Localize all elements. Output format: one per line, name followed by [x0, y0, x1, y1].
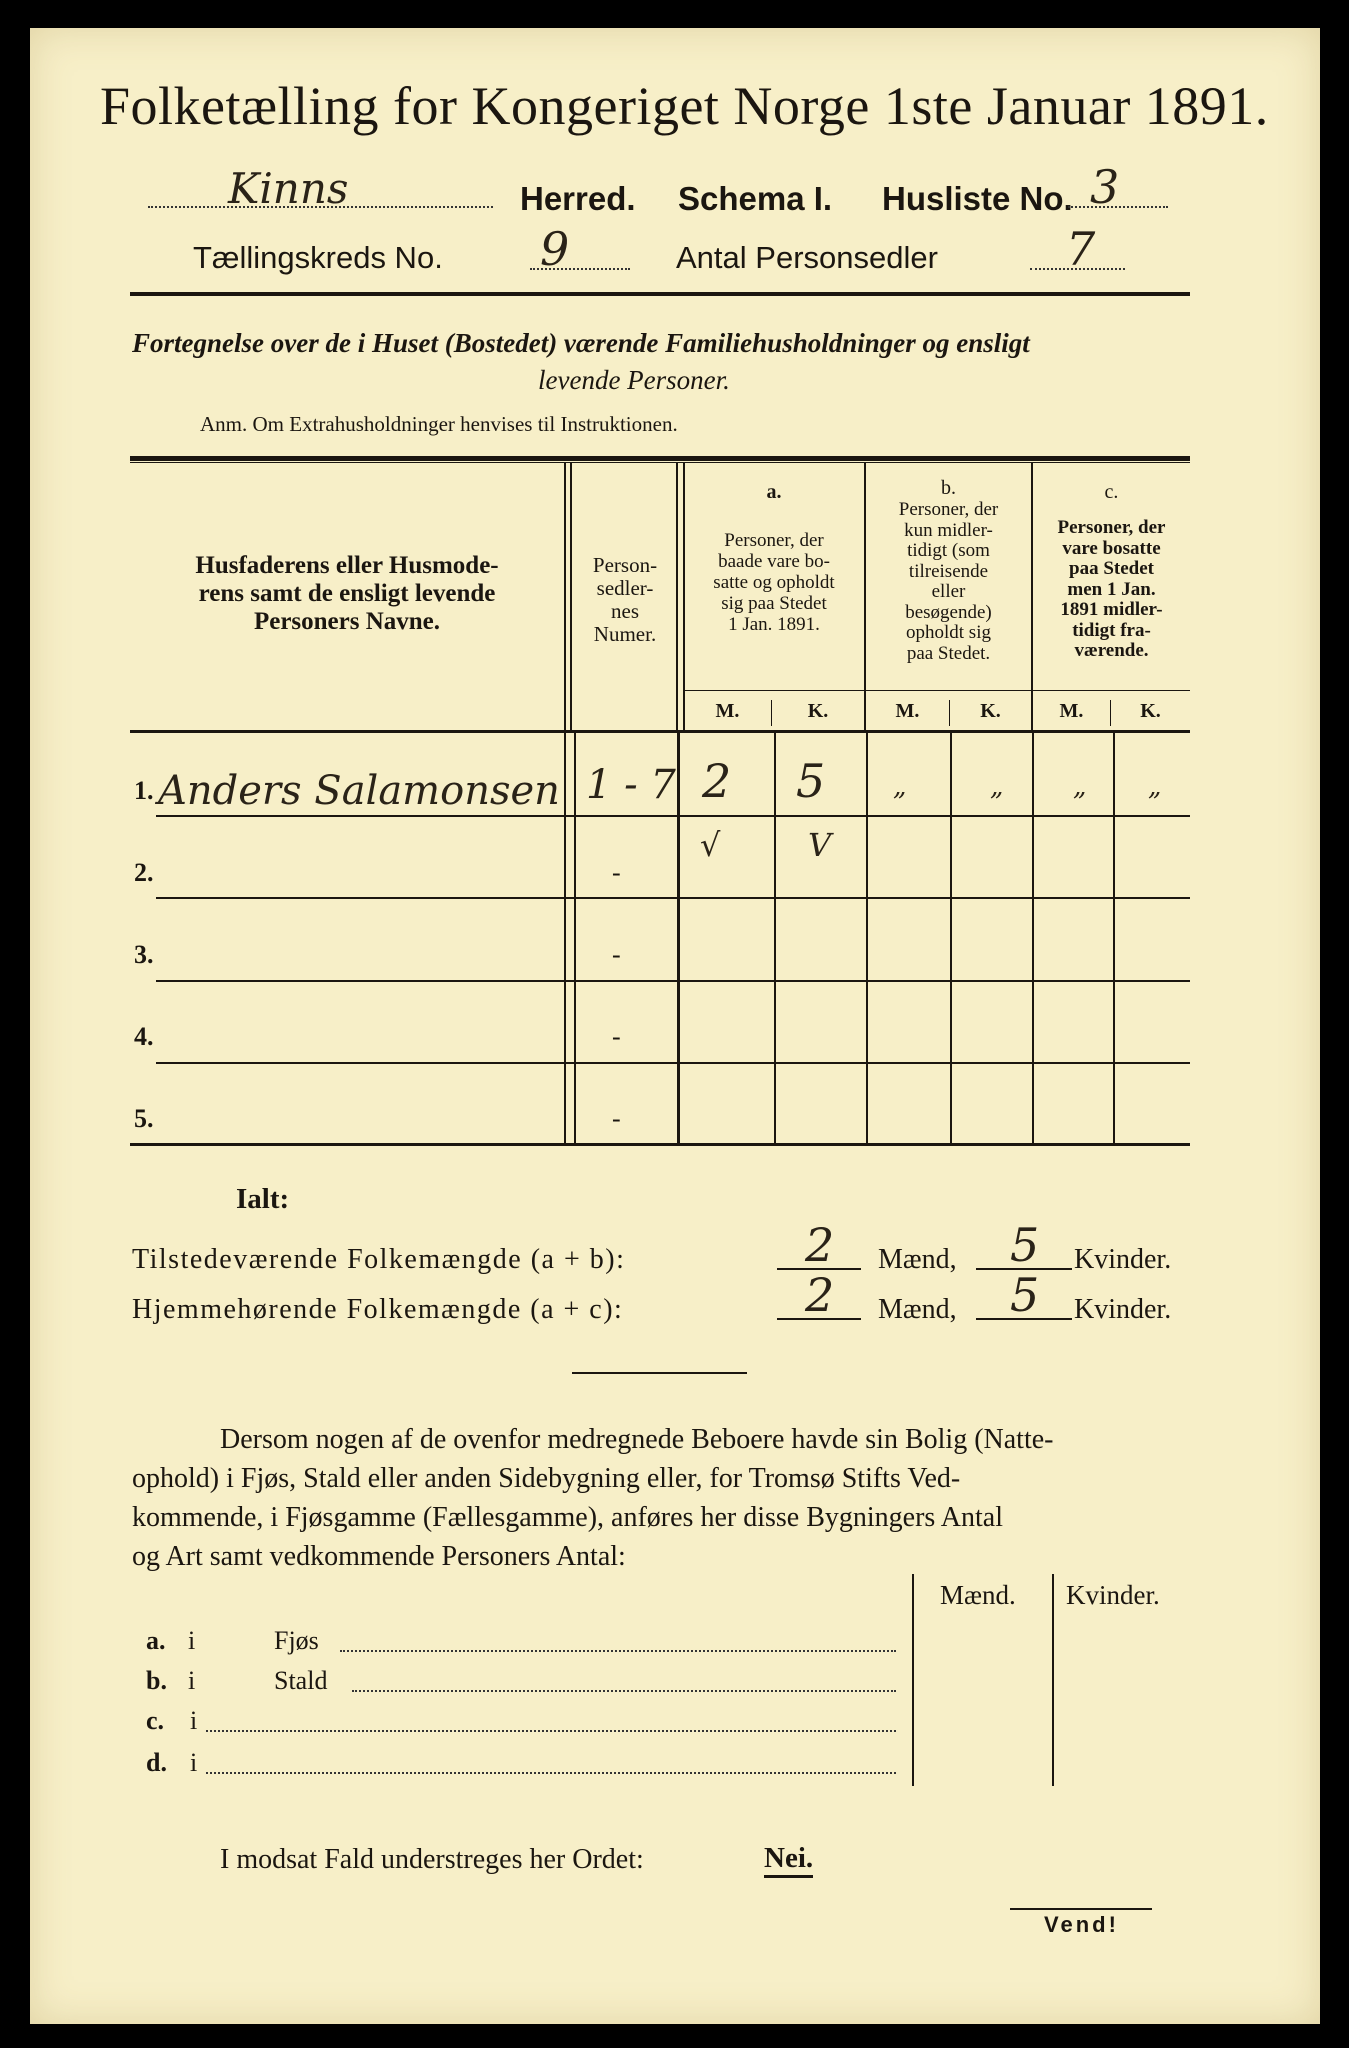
building-a-label: Fjøs — [274, 1626, 319, 1655]
anm-note: Anm. Om Extrahusholdninger henvises til Instruktionen. — [200, 412, 678, 436]
col-c-head: c. — [1104, 481, 1119, 503]
husliste-label: Husliste No. — [882, 180, 1073, 217]
row-1-c-m[interactable]: „ — [1073, 772, 1087, 802]
form-title: Folketælling for Kongeriget Norge 1ste Januar 1891. — [100, 76, 1269, 136]
row-2-number: 2. — [134, 858, 154, 887]
row-1-number: 1. — [134, 776, 154, 805]
building-b-prep: i — [188, 1666, 196, 1695]
tilst-kvinder-label: Kvinder. — [1074, 1244, 1172, 1275]
table-top-rule — [130, 456, 1190, 461]
col-c-k: K. — [1140, 700, 1161, 722]
row-1-a-m[interactable]: 2 — [702, 754, 732, 808]
col-b-header: Personer, der kun midler- tidigt (som tilreisende eller besøgende) opholdt sig paa Stedet. — [898, 499, 999, 664]
row-4-numer: - — [612, 1022, 621, 1051]
herred-field[interactable] — [148, 164, 493, 213]
col-a-k: K. — [807, 700, 829, 722]
col-a-header: Personer, der baade vare bo- satte og opholdt sig paa Stedet 1 Jan. 1891. — [713, 530, 835, 635]
building-a-dots[interactable] — [340, 1650, 896, 1652]
buildings-line-2: ophold) i Fjøs, Stald eller anden Sidebygning eller, for Tromsø Stifts Ved- — [132, 1463, 961, 1494]
hjem-label: Hjemmehørende Folkemængde (a + c): — [132, 1294, 624, 1325]
hjem-maend-field[interactable]: 2 — [777, 1282, 861, 1322]
intro-line-2: levende Personer. — [538, 365, 730, 395]
hjem-maend-label: Mænd, — [878, 1294, 957, 1325]
row-3-number: 3. — [134, 940, 154, 969]
row-3-numer: - — [612, 940, 621, 969]
building-a-letter: a. — [146, 1626, 166, 1655]
row-1-a-k[interactable]: 5 — [796, 754, 826, 808]
tilst-kvinder-field[interactable]: 5 — [976, 1232, 1072, 1272]
row-1-b-k[interactable]: „ — [990, 772, 1004, 802]
col-c-header: Personer, der vare bosatte paa Stedet men 1 Jan. 1891 midler- tidigt fra- værende. — [1057, 517, 1166, 661]
col-b-k: K. — [980, 700, 1001, 722]
building-b-letter: b. — [146, 1666, 167, 1695]
building-b-dots[interactable] — [352, 1690, 896, 1692]
row-1-numer[interactable]: 1 - 7 — [586, 762, 676, 808]
header-rule — [130, 292, 1190, 296]
row-1-tick-k: V — [808, 826, 832, 864]
schema-label: Schema I. — [678, 180, 833, 217]
hjem-kvinder-label: Kvinder. — [1074, 1294, 1172, 1325]
antal-field[interactable] — [1030, 222, 1125, 276]
col-number-header: Person- sedler- nes Numer. — [592, 553, 658, 646]
tilst-label: Tilstedeværende Folkemængde (a + b): — [132, 1244, 626, 1275]
tilst-maend-field[interactable]: 2 — [777, 1232, 861, 1272]
row-4-number: 4. — [134, 1022, 154, 1051]
col-a-head: a. — [766, 481, 782, 503]
building-d-prep: i — [190, 1748, 198, 1777]
husliste-field[interactable] — [1068, 160, 1168, 214]
building-c-prep: i — [190, 1706, 198, 1735]
row-1-name[interactable]: Anders Salamonsen — [158, 768, 560, 814]
building-c-dots[interactable] — [206, 1730, 896, 1732]
building-d-letter: d. — [146, 1748, 167, 1777]
buildings-line-4: og Art samt vedkommende Personers Antal: — [132, 1541, 626, 1572]
hjem-kvinder-field[interactable]: 5 — [976, 1282, 1072, 1322]
row-5-numer: - — [612, 1104, 621, 1133]
intro-line-1: Fortegnelse over de i Huset (Bostedet) værende Familiehusholdninger og ensligt — [132, 328, 1030, 358]
vend-text: Vend! — [1044, 1912, 1119, 1937]
tilst-maend-label: Mænd, — [878, 1244, 957, 1275]
nei-word[interactable]: Nei. — [764, 1842, 813, 1878]
antal-label: Antal Personsedler — [676, 240, 938, 275]
kreds-field[interactable] — [530, 222, 630, 276]
building-a-prep: i — [188, 1626, 196, 1655]
kreds-value: 9 — [540, 222, 570, 276]
row-5-number: 5. — [134, 1104, 154, 1133]
herred-label: Herred. — [520, 180, 636, 217]
building-d-dots[interactable] — [206, 1772, 896, 1774]
buildings-line-1: Dersom nogen af de ovenfor medregnede Beboere havde sin Bolig (Natte- — [220, 1424, 1054, 1455]
kreds-label: Tællingskreds No. — [193, 240, 443, 275]
buildings-col-maend: Mænd. — [940, 1580, 1016, 1610]
row-1-c-k[interactable]: „ — [1148, 772, 1162, 802]
husliste-value: 3 — [1090, 160, 1120, 214]
row-1-tick-m: √ — [700, 826, 721, 864]
row-2-numer: - — [612, 858, 621, 887]
buildings-line-3: kommende, i Fjøsgamme (Fællesgamme), anføres her disse Bygningers Antal — [132, 1502, 1003, 1533]
row-1-b-m[interactable]: „ — [893, 772, 907, 802]
building-b-label: Stald — [274, 1666, 328, 1695]
building-c-letter: c. — [146, 1706, 165, 1735]
col-b-m: M. — [895, 700, 920, 722]
ialt-label: Ialt: — [236, 1183, 290, 1215]
buildings-col-kvinder: Kvinder. — [1066, 1580, 1160, 1610]
antal-value: 7 — [1066, 222, 1096, 276]
section-divider — [572, 1372, 747, 1374]
herred-value: Kinns — [228, 164, 349, 213]
col-a-m: M. — [715, 700, 740, 722]
col-names-header: Husfaderens eller Husmode- rens samt de ensligt levende Personers Navne. — [195, 552, 499, 635]
col-b-head: b. — [941, 477, 956, 499]
modsat-text: I modsat Fald understreges her Ordet: — [220, 1844, 644, 1875]
table-bottom-rule — [130, 1143, 1190, 1146]
col-c-m: M. — [1059, 700, 1084, 722]
